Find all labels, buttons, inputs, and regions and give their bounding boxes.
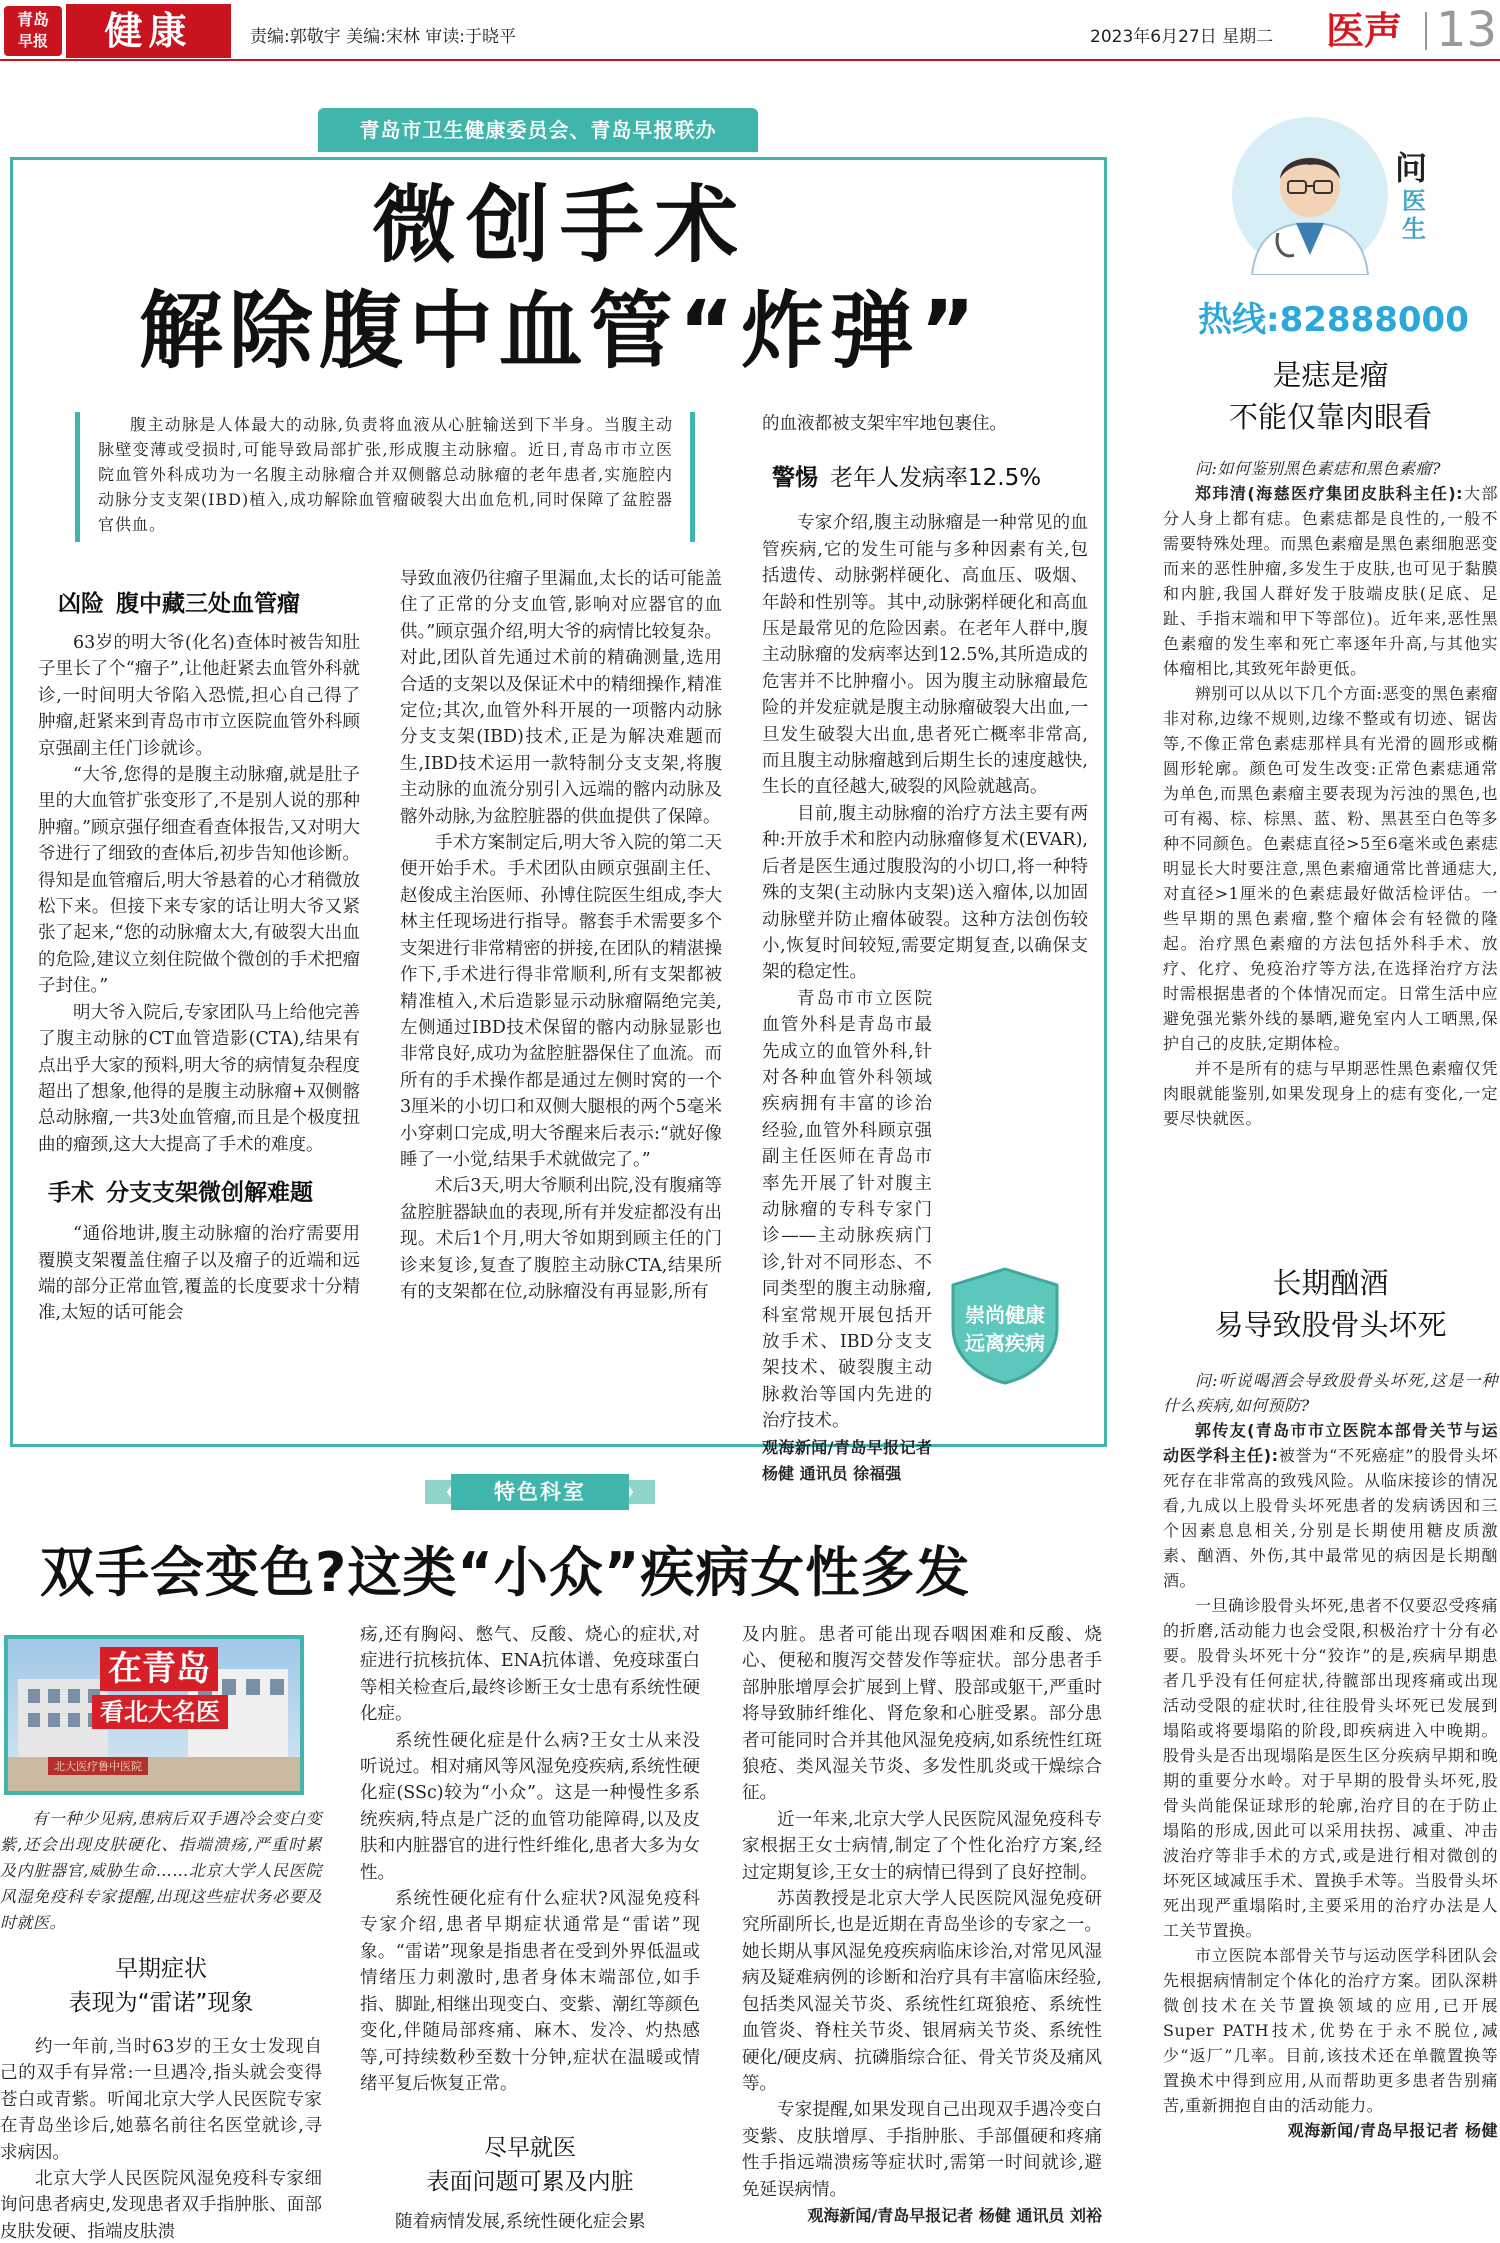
body-paragraph: 术后3天,明大爷顺利出院,没有腹痛等盆腔脏器缺血的表现,所有并发症都没有出现。术后1个月,明大爷如期到顾主任的门诊来复诊,复查了腹腔主动脉CTA,结果所有的支架都在位,动脉瘤没有再显影,所有 xyxy=(400,1176,722,1302)
logo-top-text: 青岛 xyxy=(16,10,49,29)
qa1-title-line1: 是痣是瘤 xyxy=(1272,358,1389,392)
article2-col3 xyxy=(742,1622,1102,2229)
qa1-question: 问:如何鉴别黑色素痣和黑色素瘤? xyxy=(1195,459,1441,478)
body-paragraph: 随着病情发展,系统性硬化症会累 xyxy=(395,2212,646,2233)
qa1-title-line2: 不能仅靠肉眼看 xyxy=(1228,400,1432,434)
qa2-block xyxy=(1163,1262,1498,2143)
subhead-surgery-text: 分支支架微创解难题 xyxy=(106,1180,313,1207)
article2-title: 双手会变色?这类“小众”疾病女性多发 xyxy=(40,1541,971,1604)
article1-title-line1: 微创手术 xyxy=(371,176,748,274)
logo-bottom-text: 早报 xyxy=(17,32,48,50)
body-paragraph: 市立医院本部骨关节与运动医学科团队会先根据病情制定个体化的治疗方案。团队深耕微创技术在关节置换领域的应用,已开展Super PATH技术,优势在于永不脱位,减少“返厂”几率。目前,该技术还在单髋置换等置换术中得到应用,从而帮助更多患者告别痛苦,重新拥抱自由的活动能力。 xyxy=(1163,1946,1498,2115)
qa2-answer-text: 被誉为“不死癌症”的股骨头坏死存在非常高的致残风险。从临床接诊的情况看,九成以上股骨头坏死患者的发病诱因和三个因素息息相关,分别是长期使用糖皮质激素、酗酒、外伤,其中最常见的病因是长期酗酒。 xyxy=(1163,1446,1498,1590)
qa1-title xyxy=(1163,354,1498,438)
lead-paragraph: 腹主动脉是人体最大的动脉,负责将血液从心脏输送到下半身。当腹主动脉壁变薄或受损时,可能导致局部扩张,形成腹主动脉瘤。近日,青岛市市立医院血管外科成功为一名腹主动脉瘤合并双侧髂总动脉瘤的老年患者,实施腔内动脉分支支架(IBD)植入,成功解除血管瘤破裂大出血危机,同时保障了盆腔器官供血。 xyxy=(98,415,673,534)
qa2-answer xyxy=(1163,1418,1498,1593)
article2-sub1-line1: 早期症状 xyxy=(115,1956,207,1982)
article2-col2 xyxy=(360,1622,700,2236)
article1-lead xyxy=(98,412,673,537)
qa1-answer-name: 郑玮清(海慈医疗集团皮肤科主任): xyxy=(1195,484,1464,503)
article2-sub1-line2: 表现为“雷诺”现象 xyxy=(68,1990,254,2016)
clinic-image xyxy=(4,1635,304,1795)
doctor-label: 医生 xyxy=(1402,187,1426,243)
body-paragraph: 目前,腹主动脉瘤的治疗方法主要有两种:开放手术和腔内动脉瘤修复术(EVAR),后者是医生通过腹股沟的小切口,将一种特殊的支架(主动脉内支架)送入瘤体,以加固动脉壁并防止瘤体破裂。这种方法创伤较小,恢复时间较短,需要定期复查,以确保支架的稳定性。 xyxy=(762,803,1088,983)
body-paragraph: 明大爷入院后,专家团队马上给他完善了腹主动脉的CT血管造影(CTA),结果有点出乎大家的预料,明大爷的病情复杂程度超出了想象,他得的是腹主动脉瘤+双侧髂总动脉瘤,一共3处血管瘤,而且是个极度扭曲的瘤颈,这大大提高了手术的难度。 xyxy=(38,1002,360,1155)
body-paragraph: 苏茵教授是北京大学人民医院风湿免疫研究所副所长,也是近期在青岛坐诊的专家之一。她长期从事风湿免疫疾病临床诊治,对常见风湿病及疑难病例的诊断和治疗具有丰富临床经验,包括类风湿关节炎、系统性红斑狼疮、系统性血管炎、脊柱关节炎、银屑病关节炎、系统性硬化/硬皮病、抗磷脂综合征、骨关节炎及痛风等。 xyxy=(742,1889,1102,2094)
qa2-answer-name: 郭传友(青岛市市立医院本部骨关节与运动医学科主任): xyxy=(1163,1421,1498,1465)
body-paragraph: 系统性硬化症有什么症状?风湿免疫科专家介绍,患者早期症状通常是“雷诺”现象。“雷诺”现象是指患者在受到外界低温或情绪压力刺激时,患者身体末端部位,如手指、脚趾,相继出现变白、变紫、潮红等颜色变化,伴随局部疼痛、麻木、发冷、灼热感等,可持续数秒至数十分钟,症状在温暖或情绪平复后恢复正常。 xyxy=(360,1889,700,2094)
image-sign: 北大医疗鲁中医院 xyxy=(48,1757,148,1775)
body-paragraph: 导致血液仍往瘤子里漏血,太长的话可能盖住了正常的分支血管,影响对应器官的血供。”顾京强介绍,明大爷的病情比较复杂。对此,团队首先通过术前的精确测量,选用合适的支架以及保证术中的精细操作,精准定位;其次,血管外科开展的一项髂内动脉分支支架(IBD)技术,正是为解决难题而生,IBD技术运用一款特制分支支架,将腹主动脉的血流分别引入远端的髂内动脉及髂外动脉,为盆腔脏器的供血提供了保障。 xyxy=(400,569,722,827)
co-host-banner xyxy=(318,108,758,152)
article2-sub2-line1: 尽早就医 xyxy=(484,2135,576,2162)
subhead-surgery xyxy=(48,1174,360,1207)
co-host-text: 青岛市卫生健康委员会、青岛早报联办 xyxy=(359,118,717,142)
article2-sub2 xyxy=(360,2131,700,2199)
body-paragraph: “大爷,您得的是腹主动脉瘤,就是肚子里的大血管扩张变形了,不是别人说的那种肿瘤。”顾京强仔细查看查体报告,又对明大爷进行了细致的查体后,初步告知他诊断。得知是血管瘤后,明大爷悬着的心才稍微放松下来。但接下来专家的话让明大爷又紧张了起来,“您的动脉瘤太大,有破裂大出血的危险,建议立刻住院做个微创的手术把瘤子封住。” xyxy=(38,765,360,997)
qa1-block xyxy=(1163,354,1498,1131)
article2-sub2-line2: 表面问题可累及内脏 xyxy=(426,2169,634,2196)
qa1-answer xyxy=(1163,481,1498,681)
byline-text: 青岛早报记者 杨健 通讯员 刘裕 xyxy=(877,2205,1102,2225)
qa2-question: 问:听说喝酒会导致股骨头坏死,这是一种什么疾病,如何预防? xyxy=(1163,1371,1498,1415)
article1-title xyxy=(100,172,1020,384)
page-number: 13 xyxy=(1436,2,1498,58)
article1-col2 xyxy=(400,566,722,1305)
badge-line1: 崇尚健康 xyxy=(965,1303,1045,1327)
qa1-answer-text: 大部分人身上都有痣。色素痣都是良性的,一般不需要特殊处理。而黑色素瘤是黑色素细胞恶变而来的恶性肿瘤,多发生于皮肤,也可见于黏膜和内脏,我国人群好发于肢端皮肤(足底、足趾、手指末端和甲下等部位)。近年来,恶性黑色素瘤的发生率和死亡率逐年升高,与其他实体瘤相比,其致死年龄更低。 xyxy=(1163,484,1498,678)
body-paragraph: 手术方案制定后,明大爷入院的第二天便开始手术。手术团队由顾京强副主任、赵俊成主治医师、孙博住院医生组成,李大林主任现场进行指导。髂套手术需要多个支架进行非常精密的拼接,在团队的精湛操作下,手术进行得非常顺利,所有支架都被精准植入,术后造影显示动脉瘤隔绝完美,左侧通过IBD技术保留的髂内动脉显影也非常良好,成功为盆腔脏器保住了血流。而所有的手术操作都是通过左侧时窝的一个3厘米的小切口和双侧大腿根的两个5毫米小穿刺口完成,明大爷醒来后表示:“就好像睡了一小觉,结果手术就做完了。” xyxy=(400,833,722,1170)
badge-line2: 远离疾病 xyxy=(965,1331,1045,1355)
subhead-danger xyxy=(58,585,360,618)
article2-col1 xyxy=(0,1806,322,2243)
hotline: 热线:82888000 xyxy=(1198,300,1469,340)
body-paragraph: 一旦确诊股骨头坏死,患者不仅要忍受疼痛的折磨,活动能力也会受限,积极治疗十分有必要。股骨头坏死十分“狡诈”的是,疾病早期患者几乎没有任何症状,待髋部出现疼痛或出现活动受限的症状时,往往股骨头坏死已发展到塌陷或将要塌陷的阶段,即疾病进入中晚期。股骨头是否出现塌陷是医生区分疾病早期和晚期的重要分水岭。对于早期的股骨头坏死,股骨头尚能保证球形的轮廓,治疗目的在于防止塌陷的形成,因此可以采用扶拐、减重、冲击波治疗等非手术的方式,或是进行相对微创的坏死区域减压手术、置换手术等。当股骨头坏死出现严重塌陷时,主要采用的治疗办法是人工关节置换。 xyxy=(1163,1596,1498,1940)
body-paragraph: 青岛市市立医院血管外科是青岛市最先成立的血管外科,针对各种血管外科领域疾病拥有丰富的诊治经验,血管外科顾京强副主任医师在青岛市率先开展了针对腹主动脉瘤的专科专家门诊——主动脉疾病门诊,针对不同形态、不同类型的腹主动脉瘤,科室常规开展包括开放手术、IBD分支支架技术、破裂腹主动脉救治等国内先进的治疗技术。 xyxy=(762,988,932,1432)
newspaper-logo xyxy=(4,6,62,56)
qa2-title xyxy=(1163,1262,1498,1346)
lead-left-bar xyxy=(75,412,80,542)
image-headline-1: 在青岛 xyxy=(100,1647,218,1691)
editor-credits: 责编:郭敬宇 美编:宋林 审读:于晓平 xyxy=(250,27,516,47)
subhead-danger-text: 腹中藏三处血管瘤 xyxy=(116,591,300,617)
column-name: 医声 xyxy=(1326,9,1403,53)
body-paragraph: 专家介绍,腹主动脉瘤是一种常见的血管疾病,它的发生可能与多种因素有关,包括遗传、动脉粥样硬化、高血压、吸烟、年龄和性别等。其中,动脉粥样硬化和高血压是最常见的危险因素。在老年人群中,腹主动脉瘤的发病率达到12.5%,其所造成的危害并不比肿瘤小。因为腹主动脉瘤最危险的并发症就是腹主动脉瘤破裂大出血,一旦发生破裂大出血,患者死亡概率非常高,而且腹主动脉瘤越到后期生长的速度越快,生长的直径越大,破裂的风险就越高。 xyxy=(762,513,1088,798)
body-paragraph: 系统性硬化症是什么病?王女士从来没听说过。相对痛风等风湿免疫疾病,系统性硬化症(SSc)较为“小众”。这是一种慢性多系统疾病,特点是广泛的血管功能障碍,以及皮肤和内脏器官的进行性纤维化,患者大多为女性。 xyxy=(360,1730,700,1883)
health-slogan-badge xyxy=(945,1265,1065,1387)
badge-text xyxy=(945,1301,1065,1357)
doctor-avatar-icon xyxy=(1230,115,1390,275)
issue-date: 2023年6月27日 星期二 xyxy=(1090,27,1274,47)
article2-sub1 xyxy=(0,1952,322,2020)
masthead xyxy=(0,0,1500,60)
article2-lead: 有一种少见病,患病后双手遇冷会变白变紫,还会出现皮肤硬化、指端溃疡,严重时累及内脏器官,威胁生命……北京大学人民医院风湿免疫科专家提醒,出现这些症状务必要及时就医。 xyxy=(0,1809,322,1932)
ask-label: 问 xyxy=(1395,149,1428,187)
article1-col1 xyxy=(38,585,360,1327)
body-paragraph: 疡,还有胸闷、憋气、反酸、烧心的症状,对症进行抗核抗体、ENA抗体谱、免疫球蛋白等相关检查后,最终诊断王女士患有系统性硬化症。 xyxy=(360,1625,700,1725)
body-paragraph: 约一年前,当时63岁的王女士发现自己的双手有异常:一旦遇冷,指头就会变得苍白或青紫。听闻北京大学人民医院专家在青岛坐诊后,她慕名前往名医堂就诊,寻求病因。 xyxy=(0,2037,322,2163)
article1-byline xyxy=(762,1435,932,1488)
article1-title-line2: 解除腹中血管“炸弹” xyxy=(138,282,982,380)
body-paragraph: 63岁的明大爷(化名)查体时被告知肚子里长了个“瘤子”,让他赶紧去血管外科就诊,一时间明大爷陷入恐慌,担心自己得了肿瘤,赶紧来到青岛市市立医院血管外科顾京强副主任门诊就诊。 xyxy=(38,633,360,759)
byline-text: 青岛早报记者 杨健 通讯员 徐福强 xyxy=(762,1437,932,1484)
feature-tag xyxy=(425,1472,655,1512)
body-paragraph: 并不是所有的痣与早期恶性黑色素瘤仅凭肉眼就能鉴别,如果发现身上的痣有变化,一定要尽快就医。 xyxy=(1163,1059,1498,1128)
body-paragraph: “通俗地讲,腹主动脉瘤的治疗需要用覆膜支架覆盖住瘤子以及瘤子的近端和远端的部分正常血管,覆盖的长度要求十分精准,太短的话可能会 xyxy=(38,1224,360,1324)
qa2-byline: 观海新闻/青岛早报记者 杨健 xyxy=(1287,2121,1498,2140)
body-paragraph: 专家提醒,如果发现自己出现双手遇冷变白变紫、皮肤增厚、手指肿胀、手部僵硬和疼痛性手指远端溃疡等症状时,需第一时间就诊,避免延误病情。 xyxy=(742,2100,1102,2200)
section-label: 健康 xyxy=(66,4,231,58)
ask-doctor-header xyxy=(1150,115,1485,305)
subhead-danger-key: 凶险 xyxy=(58,591,104,617)
feature-tag-text: 特色科室 xyxy=(494,1480,586,1504)
body-paragraph: 北京大学人民医院风湿免疫科专家细询问患者病史,发现患者双手指肿胀、面部皮肤发硬、指端皮肤溃 xyxy=(0,2169,322,2242)
subhead-warning-text: 老年人发病率12.5% xyxy=(830,465,1042,492)
subhead-warning-key: 警惕 xyxy=(772,465,818,492)
body-paragraph: 辨别可以从以下几个方面:恶变的黑色素瘤非对称,边缘不规则,边缘不整或有切迹、锯齿等,不像正常色素痣那样具有光滑的圆形或椭圆形轮廓。颜色可发生改变:正常色素痣通常为单色,而黑色素瘤主要表现为污浊的黑色,也可有褐、棕、棕黑、蓝、粉、黑甚至白色等多种不同颜色。色素痣直径>5至6毫米或色素痣明显长大时要注意,黑色素瘤通常比普通痣大,对直径>1厘米的色素痣最好做活检评估。一些早期的黑色素瘤,整个瘤体会有轻微的隆起。治疗黑色素瘤的方法包括外科手术、放疗、化疗、免疫治疗等方法,在选择治疗方法时需根据患者的个体情况而定。日常生活中应避免强光紫外线的暴晒,避免室内人工晒黑,保护自己的皮肤,定期体检。 xyxy=(1163,684,1498,1053)
subhead-surgery-key: 手术 xyxy=(48,1180,94,1207)
qa2-title-line2: 易导致股骨头坏死 xyxy=(1214,1308,1447,1342)
body-paragraph: 近一年来,北京大学人民医院风湿免疫科专家根据王女士病情,制定了个性化治疗方案,经过定期复诊,王女士的病情已得到了良好控制。 xyxy=(742,1809,1102,1883)
byline-tag: 观海新闻/ xyxy=(807,2205,878,2225)
image-headline-2: 看北大名医 xyxy=(92,1695,228,1729)
body-paragraph: 及内脏。患者可能出现吞咽困难和反酸、烧心、便秘和腹泻交替发作等症状。部分患者手部肿胀增厚会扩展到上臂、股部或躯干,严重时将导致肺纤维化、肾危象和心脏受累。部分患者可能同时合并其他风湿免疫病,如系统性红斑狼疮、类风湿关节炎、多发性肌炎或干燥综合征。 xyxy=(742,1625,1102,1804)
body-paragraph: 的血液都被支架牢牢地包裹住。 xyxy=(762,414,1007,434)
lead-right-bar xyxy=(690,412,695,542)
byline-tag: 观海新闻/ xyxy=(762,1437,834,1457)
column-divider xyxy=(1425,12,1427,50)
subhead-warning xyxy=(772,459,1088,492)
article2-byline xyxy=(742,2203,1102,2229)
qa2-title-line1: 长期酗酒 xyxy=(1272,1266,1389,1300)
header-rule xyxy=(0,59,1500,61)
